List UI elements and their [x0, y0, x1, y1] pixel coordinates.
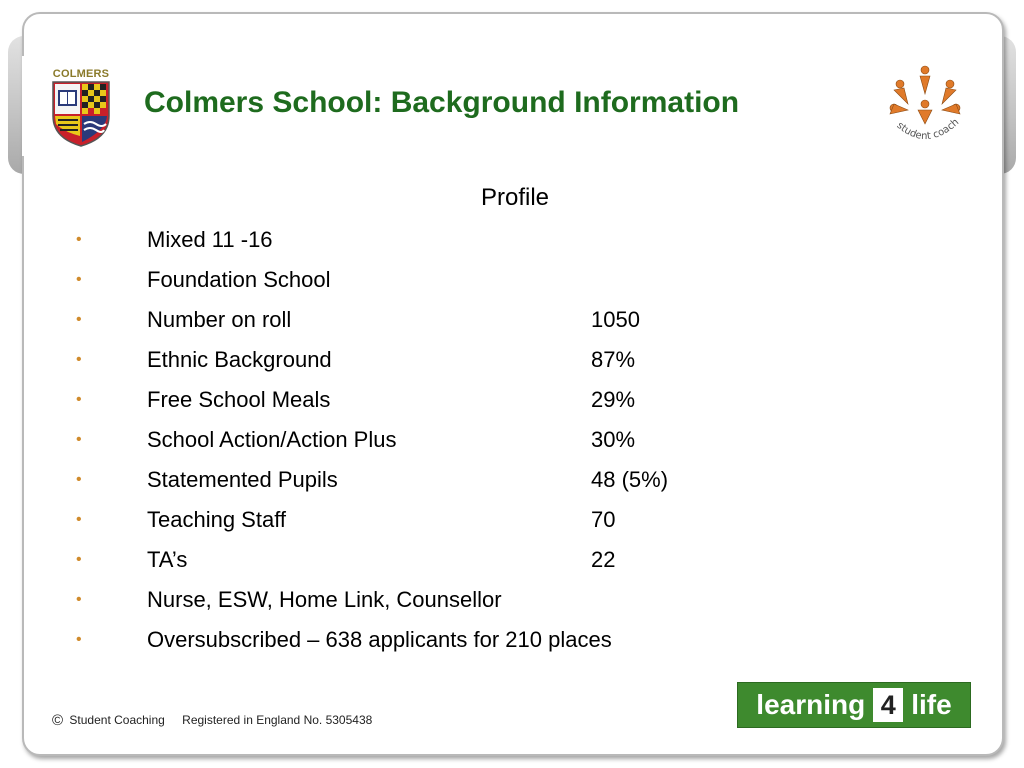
page-title: Colmers School: Background Information: [144, 86, 740, 119]
logo-arc-text: student coach: [894, 116, 962, 143]
item-value: 30%: [591, 427, 636, 452]
colmers-crest-logo: [50, 68, 112, 150]
student-coaching-logo: [880, 64, 970, 150]
item-label: Oversubscribed – 638 applicants for 210 places: [147, 627, 612, 652]
bullet-icon: •: [76, 231, 82, 248]
item-label: Free School Meals: [147, 387, 331, 412]
crest-shield-icon: [50, 80, 112, 148]
bullet-icon: •: [76, 631, 82, 648]
item-value: 29%: [591, 387, 636, 412]
item-value: 1050: [591, 307, 640, 332]
item-label: Teaching Staff: [147, 507, 287, 532]
item-label: School Action/Action Plus: [147, 427, 397, 452]
people-circle-icon: [880, 64, 970, 150]
logo-number: 4: [873, 688, 903, 722]
bullet-icon: •: [76, 471, 82, 488]
bullet-icon: •: [76, 551, 82, 568]
item-label: Statemented Pupils: [147, 467, 338, 492]
copyright-icon: ©: [52, 712, 64, 729]
slide-header: [22, 58, 1002, 156]
item-value: 22: [591, 547, 616, 572]
logo-word-learning: learning: [756, 689, 866, 720]
item-label: Foundation School: [147, 267, 331, 292]
bullet-icon: •: [76, 591, 82, 608]
bullet-icon: •: [76, 511, 82, 528]
item-value: 87%: [591, 347, 636, 372]
item-label: Number on roll: [147, 307, 292, 332]
bullet-icon: •: [76, 311, 82, 328]
item-label: Ethnic Background: [147, 347, 332, 372]
logo-word-life: life: [911, 689, 952, 720]
footer-text: [52, 712, 372, 729]
bullet-icon: •: [76, 391, 82, 408]
item-label: Nurse, ESW, Home Link, Counsellor: [147, 587, 502, 612]
colmers-logo-text: COLMERS: [52, 68, 110, 80]
learning-4-life-logo: [737, 682, 971, 728]
item-value: 70: [591, 507, 616, 532]
footer-registration: Registered in England No. 5305438: [182, 713, 373, 727]
footer-company: Student Coaching: [69, 713, 165, 727]
bullet-icon: •: [76, 271, 82, 288]
item-label: Mixed 11 -16: [147, 227, 273, 252]
bullet-icon: •: [76, 351, 82, 368]
item-label: TA’s: [147, 547, 188, 572]
bullet-icon: •: [76, 431, 82, 448]
section-subtitle: Profile: [480, 184, 550, 211]
item-value: 48 (5%): [591, 467, 669, 492]
